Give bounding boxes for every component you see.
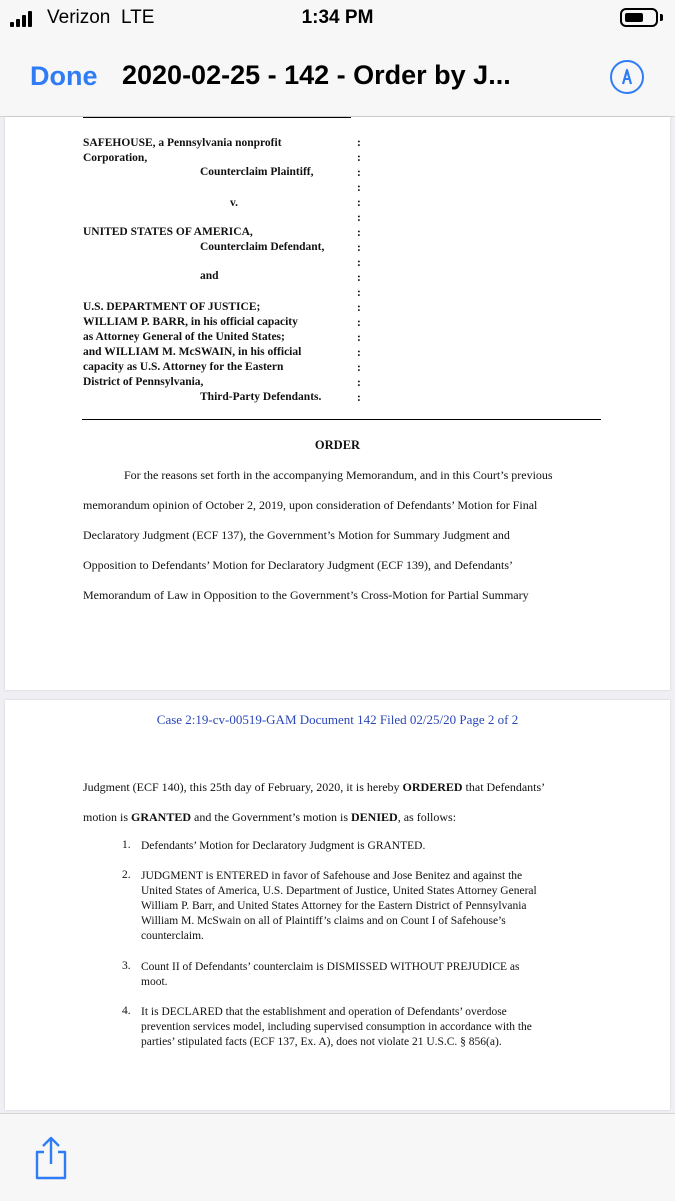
caption-colon: :: [357, 167, 361, 179]
caption-role-line: Counterclaim Plaintiff,: [200, 166, 314, 178]
granted-emphasis: GRANTED: [131, 810, 192, 824]
list-item-line: Defendants’ Motion for Declaratory Judgment is GRANTED.: [141, 840, 426, 852]
status-bar: [0, 0, 675, 38]
order-paragraph-line: memorandum opinion of October 2, 2019, upon consideration of Defendants’ Motion for Final: [83, 498, 538, 512]
caption-bottom-rule: [82, 419, 601, 420]
network-label: LTE: [120, 7, 155, 28]
document-title: 2020-02-25 - 142 - Order by J...: [122, 60, 511, 90]
caption-colon: :: [357, 302, 361, 314]
ordered-emphasis: ORDERED: [402, 780, 463, 794]
carrier-label: Verizon LTE: [47, 7, 155, 28]
list-item-number: 4.: [122, 1005, 131, 1017]
caption-colon: :: [357, 212, 361, 224]
caption-colon: :: [357, 242, 361, 254]
caption-colon: :: [357, 197, 361, 209]
order-paragraph-line: Memorandum of Law in Opposition to the Government’s Cross-Motion for Partial Summary: [83, 588, 529, 602]
pdf-page-1: [5, 117, 670, 690]
status-time: 1:34 PM: [301, 7, 374, 28]
list-item-number: 3.: [122, 960, 131, 972]
list-item-line: It is DECLARED that the establishment and operation of Defendants’ overdose: [141, 1006, 507, 1018]
list-item-text: [141, 1005, 532, 1050]
caption-colon: :: [357, 347, 361, 359]
caption-colon: :: [357, 377, 361, 389]
order-paragraph-line: For the reasons set forth in the accompanying Memorandum, and in this Court’s previous: [124, 468, 553, 482]
pdf-page-2: [5, 700, 670, 1110]
caption-role-line: Counterclaim Defendant,: [200, 241, 325, 253]
caption-party-line: WILLIAM P. BARR, in his official capacity: [83, 316, 298, 328]
caption-colon: :: [357, 182, 361, 194]
list-item-line: counterclaim.: [141, 930, 204, 942]
bottom-toolbar: [0, 1113, 675, 1201]
list-item-line: parties’ stipulated facts (ECF 137, Ex. A), does not violate 21 U.S.C. § 856(a).: [141, 1036, 502, 1048]
text-run: that Defendants’: [462, 780, 546, 794]
caption-top-rule: [83, 117, 351, 118]
markup-pen-icon[interactable]: [610, 60, 644, 94]
list-item-text: [141, 960, 520, 990]
order-paragraph-line: Declaratory Judgment (ECF 137), the Government’s Motion for Summary Judgment and: [83, 528, 510, 542]
caption-versus: v.: [230, 197, 238, 209]
caption-party-line: capacity as U.S. Attorney for the Eastern: [83, 361, 284, 373]
judgment-line-1: [83, 780, 545, 795]
caption-role-line: Third-Party Defendants.: [200, 391, 322, 403]
caption-colon: :: [357, 287, 361, 299]
order-heading: ORDER: [314, 438, 361, 452]
denied-emphasis: DENIED: [351, 810, 398, 824]
caption-colon: :: [357, 227, 361, 239]
battery-tip: [660, 14, 663, 21]
list-item-line: Count II of Defendants’ counterclaim is DISMISSED WITHOUT PREJUDICE as: [141, 961, 520, 973]
list-item-line: moot.: [141, 976, 168, 988]
case-header-stamp: Case 2:19-cv-00519-GAM Document 142 Filed 02/25/20 Page 2 of 2: [156, 712, 519, 727]
share-icon[interactable]: [31, 1134, 71, 1182]
done-button[interactable]: Done: [30, 61, 98, 91]
caption-party-line: U.S. DEPARTMENT OF JUSTICE;: [83, 301, 261, 313]
list-item-line: William P. Barr, and United States Attorney for the Eastern District of Pennsylvania: [141, 900, 527, 912]
caption-colon: :: [357, 137, 361, 149]
caption-party-line: and WILLIAM M. McSWAIN, in his official: [83, 346, 302, 358]
list-item-text: [141, 869, 537, 944]
list-item-line: prevention services model, including supervised consumption in accordance with the: [141, 1021, 532, 1033]
text-run: and the Government’s motion is: [191, 810, 352, 824]
caption-colon: :: [357, 152, 361, 164]
caption-party-line: UNITED STATES OF AMERICA,: [83, 226, 253, 238]
order-paragraph-line: Opposition to Defendants’ Motion for Declaratory Judgment (ECF 139), and Defendants’: [83, 558, 514, 572]
list-item-number: 2.: [122, 869, 131, 881]
caption-and: and: [200, 270, 219, 282]
caption-party-line: District of Pennsylvania,: [83, 376, 204, 388]
caption-colon: :: [357, 332, 361, 344]
caption-colon: :: [357, 362, 361, 374]
caption-colon: :: [357, 392, 361, 404]
list-item-text: [141, 839, 425, 854]
text-run: , as follows:: [397, 810, 457, 824]
caption-colon: :: [357, 317, 361, 329]
text-run: Judgment (ECF 140), this 25th day of February, 2020, it is hereby: [83, 780, 403, 794]
list-item-line: JUDGMENT is ENTERED in favor of Safehouse and Jose Benitez and against the: [141, 870, 523, 882]
judgment-line-2: [83, 810, 456, 825]
caption-party-line: Corporation,: [83, 152, 148, 164]
list-item-number: 1.: [122, 839, 131, 851]
caption-party-line: as Attorney General of the United States;: [83, 331, 285, 343]
nav-bar: [0, 38, 675, 117]
caption-colon: :: [357, 257, 361, 269]
caption-party-line: SAFEHOUSE, a Pennsylvania nonprofit: [83, 137, 282, 149]
list-item-line: United States of America, U.S. Department of Justice, United States Attorney General: [141, 885, 537, 897]
list-item-line: William M. McSwain on all of Plaintiff’s claims and on Count I of Safehouse’s: [141, 915, 506, 927]
text-run: motion is: [83, 810, 132, 824]
caption-colon: :: [357, 272, 361, 284]
battery-icon: [620, 8, 658, 27]
